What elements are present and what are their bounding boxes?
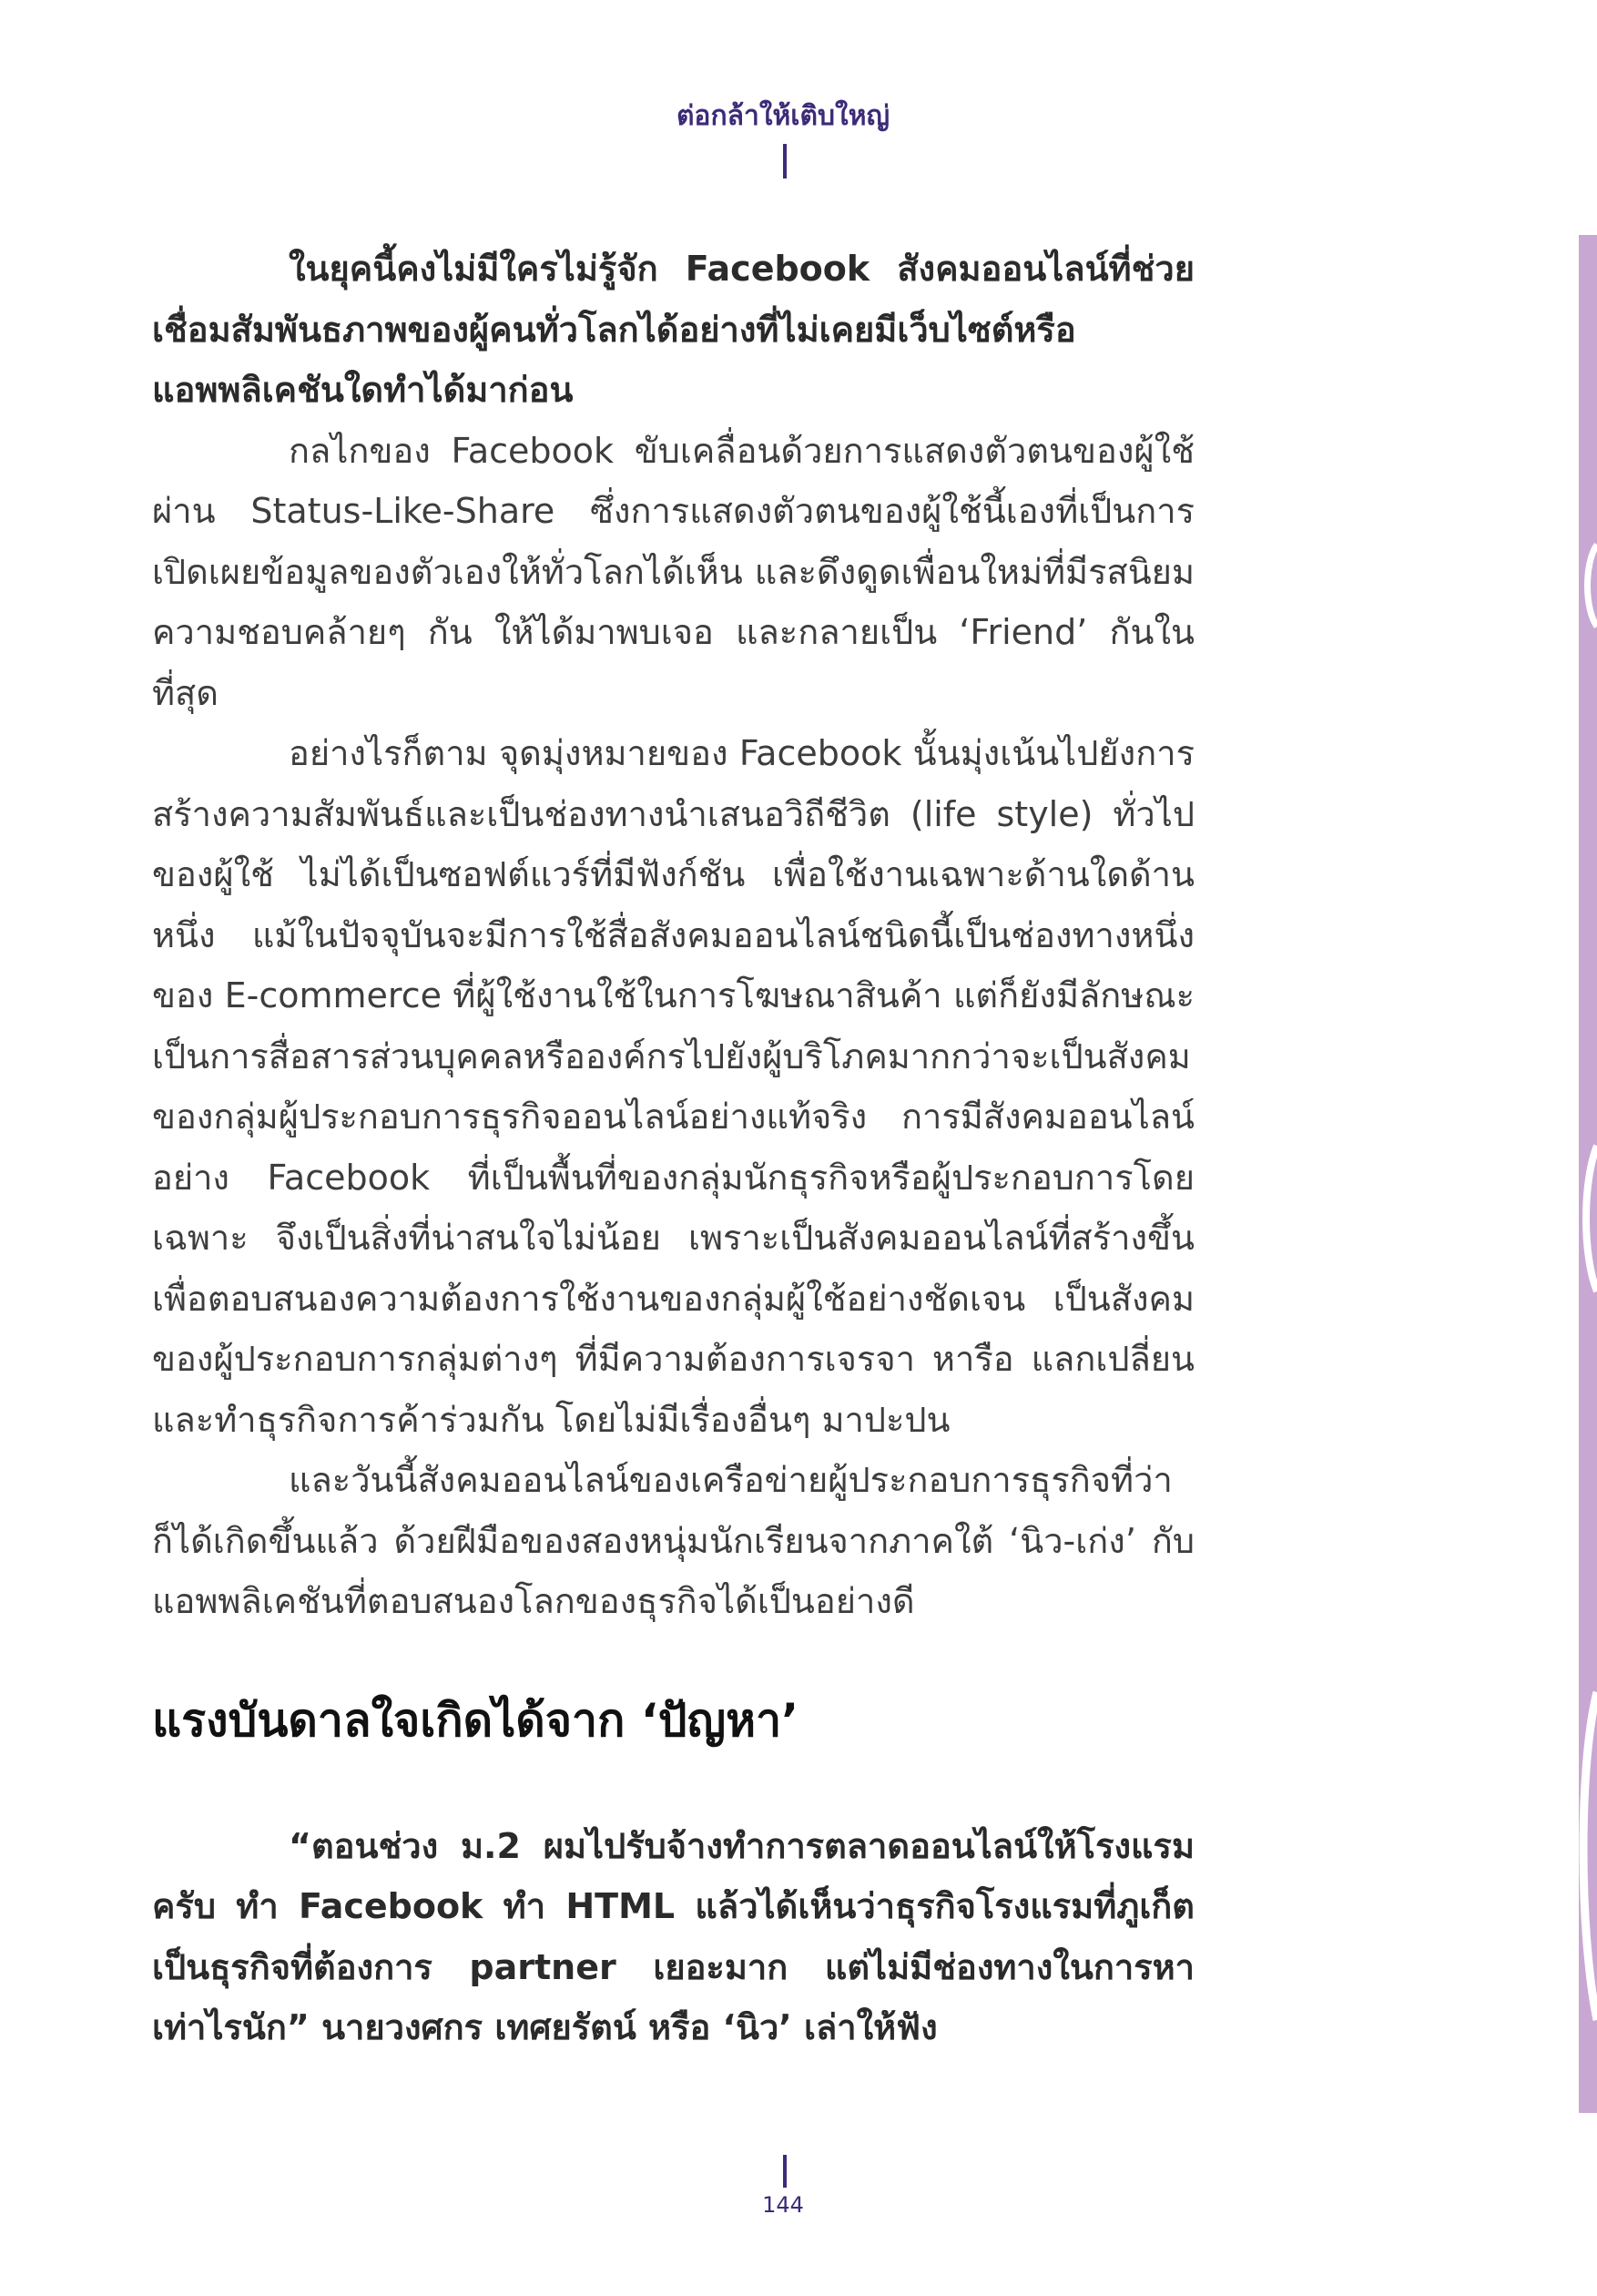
footer-rule: [783, 2155, 787, 2188]
side-tab-swirl: [1579, 235, 1597, 2113]
header-rule: [783, 144, 787, 179]
intro-paragraph: ในยุคนี้คงไม่มีใครไม่รู้จัก Facebook สังคมออนไลน์ที่ช่วยเชื่อมสัมพันธภาพของผู้คนทั่วโลกได้อย่างที่ไม่เคยมีเว็บไซต์หรือแอพพลิเคชันใดทำได้มาก่อน: [152, 249, 1195, 410]
body-paragraph: กลไกของ Facebook ขับเคลื่อนด้วยการแสดงตัวตนของผู้ใช้ผ่าน Status-Like-Share ซึ่งการแสดงตัวตนของผู้ใช้นี้เองที่เป็นการเปิดเผยข้อมูลของตัวเองให้ทั่วโลกได้เห็น และดึงดูดเพื่อนใหม่ที่มีรสนิยมความชอบคล้ายๆ กัน ให้ได้มาพบเจอ และกลายเป็น ‘Friend’ กันในที่สุด: [152, 430, 1195, 713]
body-paragraph: และวันนี้สังคมออนไลน์ของเครือข่ายผู้ประกอบการธุรกิจที่ว่าก็ได้เกิดขึ้นแล้ว ด้วยฝีมือของสองหนุ่มนักเรียนจากภาคใต้ ‘นิว-เก่ง’ กับแอพพลิเคชันที่ตอบสนองโลกของธุรกิจได้เป็นอย่างดี: [152, 1460, 1195, 1621]
running-header-title: ต่อกล้าให้เติบใหญ่: [676, 100, 890, 132]
article-body: [152, 239, 1195, 2058]
page-number: 144: [762, 2192, 804, 2218]
side-tab-decoration: [1579, 235, 1597, 2113]
quote-paragraph: “ตอนช่วง ม.2 ผมไปรับจ้างทำการตลาดออนไลน์ให้โรงแรมครับ ทำ Facebook ทำ HTML แล้วได้เห็นว่าธุรกิจโรงแรมที่ภูเก็ตเป็นธุรกิจที่ต้องการ partner เยอะมาก แต่ไม่มีช่องทางในการหาเท่าไรนัก” นายวงศกร เทศยรัตน์ หรือ ‘นิว’ เล่าให้ฟัง: [152, 1825, 1195, 2047]
body-paragraph: อย่างไรก็ตาม จุดมุ่งหมายของ Facebook นั้นมุ่งเน้นไปยังการสร้างความสัมพันธ์และเป็นช่องทางนำเสนอวิถีชีวิต (life style) ทั่วไปของผู้ใช้ ไม่ได้เป็นซอฟต์แวร์ที่มีฟังก์ชัน เพื่อใช้งานเฉพาะด้านใดด้านหนึ่ง แม้ในปัจจุบันจะมีการใช้สื่อสังคมออนไลน์ชนิดนี้เป็นช่องทางหนึ่งของ E-commerce ที่ผู้ใช้งานใช้ในการโฆษณาสินค้า แต่ก็ยังมีลักษณะเป็นการสื่อสารส่วนบุคคลหรือองค์กรไปยังผู้บริโภคมากกว่าจะเป็นสังคมของกลุ่มผู้ประกอบการธุรกิจออนไลน์อย่างแท้จริง การมีสังคมออนไลน์อย่าง Facebook ที่เป็นพื้นที่ของกลุ่มนักธุรกิจหรือผู้ประกอบการโดยเฉพาะ จึงเป็นสิ่งที่น่าสนใจไม่น้อย เพราะเป็นสังคมออนไลน์ที่สร้างขึ้นเพื่อตอบสนองความต้องการใช้งานของกลุ่มผู้ใช้อย่างชัดเจน เป็นสังคมของผู้ประกอบการกลุ่มต่างๆ ที่มีความต้องการเจรจา หารือ แลกเปลี่ยน และทำธุรกิจการค้าร่วมกัน โดยไม่มีเรื่องอื่นๆ มาปะปน: [152, 733, 1195, 1440]
section-heading: แรงบันดาลใจเกิดได้จาก ‘ปัญหา’: [152, 1693, 799, 1747]
